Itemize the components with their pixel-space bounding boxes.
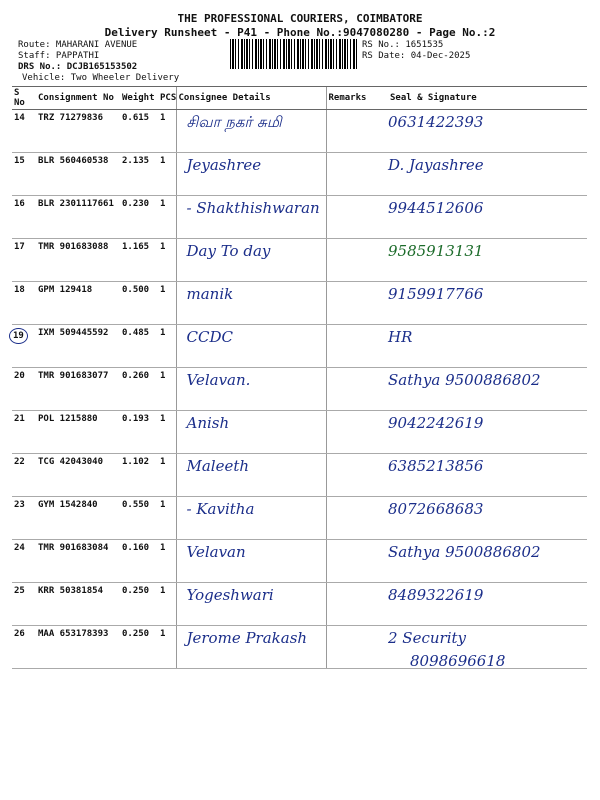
consignment-cell: [36, 196, 120, 239]
handwritten-signature: 2 Security: [388, 629, 466, 647]
weight-cell: [120, 411, 158, 454]
remarks-cell: [326, 583, 366, 626]
consignee-cell: [176, 282, 326, 325]
table-row: [12, 110, 587, 153]
handwritten-signature: 8072668683: [388, 500, 484, 518]
weight-text: 0.550: [122, 500, 150, 510]
remarks-cell: [326, 325, 366, 368]
weight-text: 0.160: [122, 543, 150, 553]
handwritten-signature: 8489322619: [388, 586, 484, 604]
sno-cell: [12, 497, 36, 540]
signature-cell: [366, 325, 587, 368]
consignment-text: TMR 901683088: [38, 242, 109, 252]
remarks-cell: [326, 454, 366, 497]
col-remarks: Remarks: [326, 87, 366, 110]
pcs-text: 1: [160, 500, 166, 510]
sno-text: 26: [14, 629, 25, 639]
sno-cell: [12, 368, 36, 411]
consignment-cell: [36, 583, 120, 626]
consignment-text: KRR 50381854: [38, 586, 104, 596]
weight-text: 0.230: [122, 199, 150, 209]
consignment-cell: [36, 626, 120, 669]
weight-text: 0.260: [122, 371, 150, 381]
handwritten-consignee: CCDC: [186, 328, 233, 346]
sno-text: 17: [14, 242, 25, 252]
sno-text: 20: [14, 371, 25, 381]
sno-cell: [12, 153, 36, 196]
consignment-cell: [36, 497, 120, 540]
col-consignee: Consignee Details: [176, 87, 326, 110]
remarks-cell: [326, 110, 366, 153]
weight-text: 0.250: [122, 586, 150, 596]
remarks-cell: [326, 626, 366, 669]
consignment-cell: [36, 411, 120, 454]
pcs-text: 1: [160, 156, 166, 166]
consignment-text: GPM 129418: [38, 285, 93, 295]
consignee-cell: [176, 497, 326, 540]
consignment-cell: [36, 282, 120, 325]
consignment-text: IXM 509445592: [38, 328, 109, 338]
handwritten-consignee: Jeyashree: [186, 156, 262, 174]
pcs-cell: [158, 282, 176, 325]
pcs-cell: [158, 497, 176, 540]
consignment-cell: [36, 239, 120, 282]
weight-cell: [120, 196, 158, 239]
sno-text: 16: [14, 199, 25, 209]
consignment-cell: [36, 540, 120, 583]
weight-cell: [120, 239, 158, 282]
handwritten-consignee: - Kavitha: [186, 500, 255, 518]
pcs-cell: [158, 368, 176, 411]
consignment-cell: [36, 153, 120, 196]
consignee-cell: [176, 153, 326, 196]
consignee-cell: [176, 196, 326, 239]
table-row: [12, 497, 587, 540]
handwritten-consignee: Velavan.: [186, 371, 251, 389]
weight-text: 0.193: [122, 414, 150, 424]
weight-text: 0.485: [122, 328, 150, 338]
remarks-cell: [326, 368, 366, 411]
pcs-cell: [158, 196, 176, 239]
handwritten-signature: Sathya 9500886802: [388, 543, 541, 561]
consignment-text: POL 1215880: [38, 414, 98, 424]
handwritten-consignee: Day To day: [186, 242, 271, 260]
handwritten-consignee: Jerome Prakash: [186, 629, 308, 647]
remarks-cell: [326, 540, 366, 583]
handwritten-signature: 9944512606: [388, 199, 484, 217]
pcs-cell: [158, 325, 176, 368]
sno-cell: [12, 282, 36, 325]
table-row: [12, 583, 587, 626]
sno-cell: [12, 196, 36, 239]
consignment-cell: [36, 110, 120, 153]
table-row: [12, 325, 587, 368]
signature-cell: [366, 282, 587, 325]
sno-cell: [12, 110, 36, 153]
consignee-cell: [176, 540, 326, 583]
signature-cell: [366, 497, 587, 540]
sno-cell: [12, 583, 36, 626]
consignee-cell: [176, 583, 326, 626]
weight-cell: [120, 583, 158, 626]
signature-cell: [366, 454, 587, 497]
pcs-text: 1: [160, 328, 166, 338]
runsheet-title: Delivery Runsheet - P41 - Phone No.:9047080280 - Page No.:2: [104, 26, 496, 39]
pcs-cell: [158, 583, 176, 626]
table-row: [12, 196, 587, 239]
col-signature: Seal & Signature: [366, 87, 587, 110]
rs-block: [362, 40, 470, 62]
handwritten-consignee: - Shakthishwaran: [186, 199, 320, 217]
weight-text: 2.135: [122, 156, 150, 166]
sno-text: 18: [14, 285, 25, 295]
consignment-cell: [36, 368, 120, 411]
signature-cell: [366, 196, 587, 239]
runsheet-table: [12, 86, 587, 669]
consignee-cell: [176, 325, 326, 368]
sno-text: 14: [14, 113, 25, 123]
remarks-cell: [326, 411, 366, 454]
pcs-text: 1: [160, 457, 166, 467]
weight-text: 1.102: [122, 457, 150, 467]
drs-number: DRS No.: DCJB165153502: [18, 62, 138, 72]
col-sno: S No: [12, 87, 36, 110]
circled-sno: 19: [9, 328, 28, 344]
pcs-text: 1: [160, 371, 166, 381]
handwritten-signature: Sathya 9500886802: [388, 371, 541, 389]
remarks-cell: [326, 239, 366, 282]
sno-text: 15: [14, 156, 25, 166]
extra-signature-note: 8098696618: [410, 652, 506, 670]
table-header-row: [12, 87, 587, 110]
consignment-text: TRZ 71279836: [38, 113, 104, 123]
consignment-text: GYM 1542840: [38, 500, 98, 510]
consignment-text: BLR 2301117661: [38, 199, 114, 209]
pcs-cell: [158, 153, 176, 196]
handwritten-signature: HR: [388, 328, 413, 346]
sno-text: 22: [14, 457, 25, 467]
table-row: [12, 239, 587, 282]
handwritten-consignee: Velavan: [186, 543, 246, 561]
barcode: [230, 39, 358, 69]
sno-cell: [12, 540, 36, 583]
consignee-cell: [176, 626, 326, 669]
handwritten-signature: 9585913131: [388, 242, 484, 260]
pcs-text: 1: [160, 543, 166, 553]
sno-cell: [12, 626, 36, 669]
handwritten-signature: 9042242619: [388, 414, 484, 432]
weight-cell: [120, 110, 158, 153]
rs-number: RS No.: 1651535: [362, 40, 444, 50]
consignee-cell: [176, 110, 326, 153]
consignee-cell: [176, 454, 326, 497]
handwritten-signature: 0631422393: [388, 113, 484, 131]
route-label: Route: MAHARANI AVENUE: [18, 40, 138, 50]
signature-cell: [366, 411, 587, 454]
pcs-cell: [158, 411, 176, 454]
consignment-text: TMR 901683084: [38, 543, 109, 553]
pcs-cell: [158, 239, 176, 282]
sno-text: 24: [14, 543, 25, 553]
weight-text: 0.250: [122, 629, 150, 639]
remarks-cell: [326, 282, 366, 325]
pcs-cell: [158, 540, 176, 583]
rs-date: RS Date: 04-Dec-2025: [362, 51, 471, 61]
sno-text: 21: [14, 414, 25, 424]
handwritten-consignee: Anish: [186, 414, 230, 432]
company-title: THE PROFESSIONAL COURIERS, COIMBATORE: [177, 12, 423, 25]
signature-cell: [366, 540, 587, 583]
col-weight: Weight: [120, 87, 158, 110]
handwritten-signature: D. Jayashree: [388, 156, 484, 174]
pcs-cell: [158, 626, 176, 669]
consignment-text: TMR 901683077: [38, 371, 109, 381]
handwritten-consignee: Yogeshwari: [186, 586, 274, 604]
handwritten-signature: 6385213856: [388, 457, 484, 475]
table-row: [12, 368, 587, 411]
signature-cell: [366, 110, 587, 153]
weight-cell: [120, 153, 158, 196]
handwritten-consignee: manik: [186, 285, 234, 303]
consignee-cell: [176, 411, 326, 454]
signature-cell: [366, 239, 587, 282]
pcs-text: 1: [160, 285, 166, 295]
sno-cell: [12, 325, 36, 368]
consignment-cell: [36, 454, 120, 497]
weight-cell: [120, 626, 158, 669]
pcs-text: 1: [160, 242, 166, 252]
weight-cell: [120, 497, 158, 540]
remarks-cell: [326, 153, 366, 196]
pcs-text: 1: [160, 586, 166, 596]
consignment-text: TCG 42043040: [38, 457, 104, 467]
pcs-cell: [158, 110, 176, 153]
weight-cell: [120, 540, 158, 583]
col-pcs: PCS: [158, 87, 176, 110]
sno-text: 23: [14, 500, 25, 510]
pcs-text: 1: [160, 629, 166, 639]
sno-cell: [12, 239, 36, 282]
table-row: [12, 540, 587, 583]
vehicle-label: Vehicle: Two Wheeler Delivery: [22, 73, 180, 83]
weight-cell: [120, 325, 158, 368]
consignment-text: MAA 653178393: [38, 629, 109, 639]
weight-cell: [120, 454, 158, 497]
route-staff-block: [18, 40, 179, 84]
signature-cell: [366, 368, 587, 411]
pcs-text: 1: [160, 113, 166, 123]
sno-cell: [12, 454, 36, 497]
table-row: [12, 153, 587, 196]
weight-cell: [120, 282, 158, 325]
pcs-cell: [158, 454, 176, 497]
handwritten-consignee: Maleeth: [186, 457, 250, 475]
consignment-text: BLR 560460538: [38, 156, 109, 166]
col-consignment: Consignment No: [36, 87, 120, 110]
table-row: [12, 282, 587, 325]
pcs-text: 1: [160, 199, 166, 209]
weight-text: 0.615: [122, 113, 150, 123]
signature-cell: [366, 583, 587, 626]
table-row: [12, 454, 587, 497]
weight-cell: [120, 368, 158, 411]
consignee-cell: [176, 239, 326, 282]
staff-label: Staff: PAPPATHI: [18, 51, 100, 61]
consignee-cell: [176, 368, 326, 411]
weight-text: 1.165: [122, 242, 150, 252]
remarks-cell: [326, 497, 366, 540]
handwritten-signature: 9159917766: [388, 285, 484, 303]
remarks-cell: [326, 196, 366, 239]
sno-cell: [12, 411, 36, 454]
consignment-cell: [36, 325, 120, 368]
sno-text: 25: [14, 586, 25, 596]
table-row: [12, 411, 587, 454]
weight-text: 0.500: [122, 285, 150, 295]
signature-cell: [366, 153, 587, 196]
handwritten-consignee: சிவா நகர் சுமி: [186, 113, 282, 131]
pcs-text: 1: [160, 414, 166, 424]
